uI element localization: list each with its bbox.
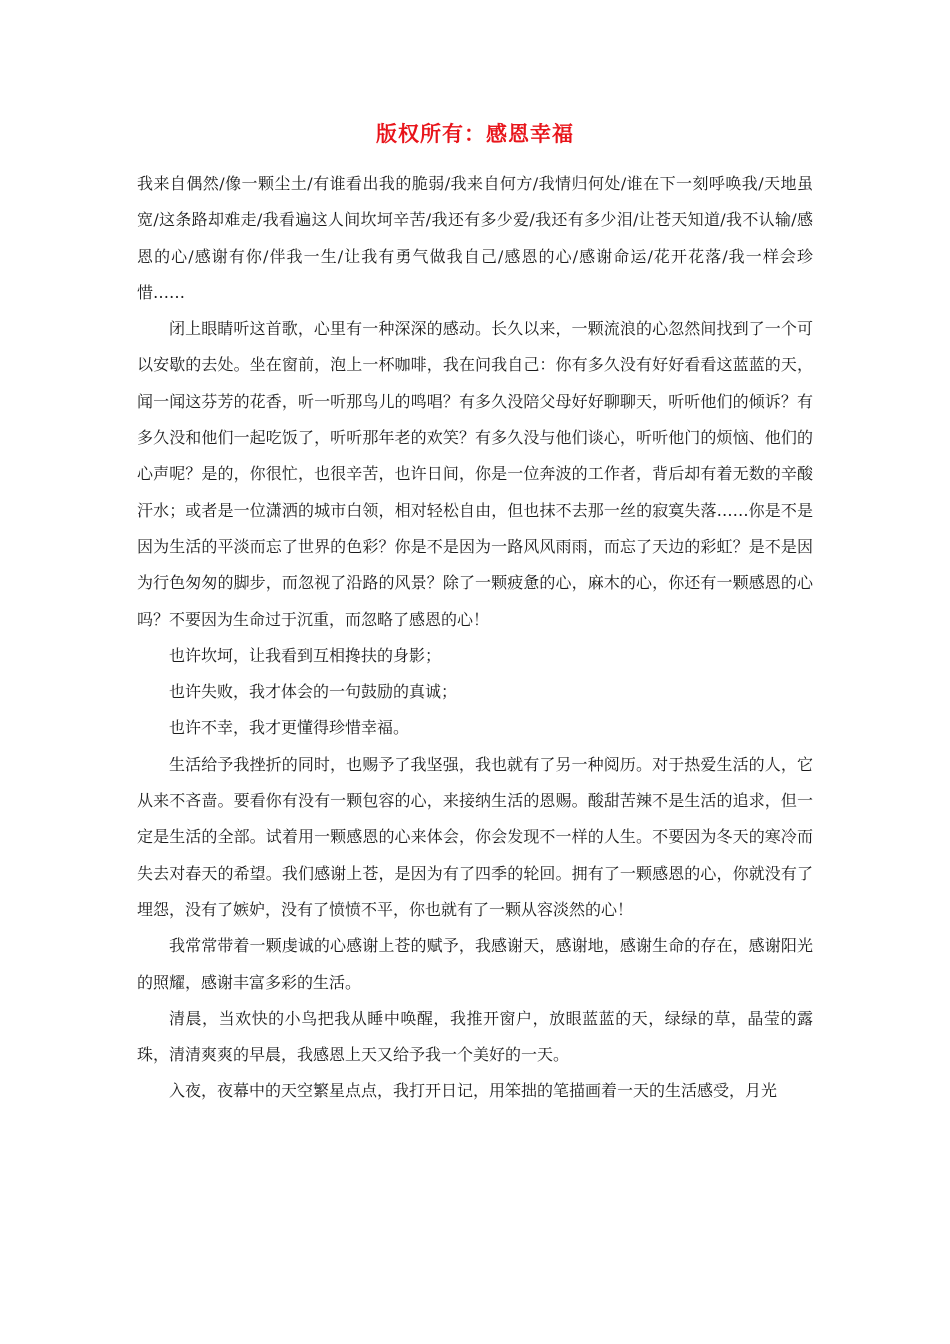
paragraph: 闭上眼睛听这首歌，心里有一种深深的感动。长久以来，一颗流浪的心忽然间找到了一个可以安歇的去处。坐在窗前，泡上一杯咖啡，我在问我自己：你有多久没有好好看看这蓝蓝的天，闻一闻这芬芳的花香，听一听那鸟儿的鸣唱？有多久没陪父母好好聊聊天，听听他们的倾诉？有多久没和他们一起吃饭了，听听那年老的欢笑？有多久没与他们谈心，听听他门的烦恼、他们的心声呢？是的，你很忙，也很辛苦，也许日间，你是一位奔波的工作者，背后却有着无数的辛酸汗水；或者是一位潇洒的城市白领，相对轻松自由，但也抹不去那一丝的寂寞失落……你是不是因为生活的平淡而忘了世界的色彩？你是不是因为一路风风雨雨，而忘了天边的彩虹？是不是因为行色匆匆的脚步，而忽视了沿路的风景？除了一颗疲惫的心，麻木的心，你还有一颗感恩的心吗？不要因为生命过于沉重，而忽略了感恩的心！	[137, 319, 813, 629]
paragraph: 入夜，夜幕中的天空繁星点点，我打开日记，用笨拙的笔描画着一天的生活感受，月光	[169, 1081, 778, 1101]
paragraph: 生活给予我挫折的同时，也赐予了我坚强，我也就有了另一种阅历。对于热爱生活的人，它从来不吝啬。要看你有没有一颗包容的心，来接纳生活的恩赐。酸甜苦辣不是生活的追求，但一定是生活的全部。试着用一颗感恩的心来体会，你会发现不一样的人生。不要因为冬天的寒冷而失去对春天的希望。我们感谢上苍，是因为有了四季的轮回。拥有了一颗感恩的心，你就没有了埋怨，没有了嫉妒，没有了愤愤不平，你也就有了一颗从容淡然的心！	[137, 754, 813, 919]
paragraph-lyrics: 我来自偶然/像一颗尘土/有谁看出我的脆弱/我来自何方/我情归何处/谁在下一刻呼唤我/天地虽宽/这条路却难走/我看遍这人间坎坷辛苦/我还有多少爱/我还有多少泪/让苍天知道/我不认输/感恩的心/感谢有你/伴我一生/让我有勇气做我自己/感恩的心/感谢命运/花开花落/我一样会珍惜……	[137, 174, 813, 302]
paragraph: 清晨，当欢快的小鸟把我从睡中唤醒，我推开窗户，放眼蓝蓝的天，绿绿的草，晶莹的露珠，清清爽爽的早晨，我感恩上天又给予我一个美好的一天。	[137, 1008, 813, 1065]
document-body	[137, 166, 813, 1110]
paragraph: 我常常带着一颗虔诚的心感谢上苍的赋予，我感谢天，感谢地，感谢生命的存在，感谢阳光的照耀，感谢丰富多彩的生活。	[137, 936, 813, 992]
paragraph: 也许失败，我才体会的一句鼓励的真诚；	[169, 682, 458, 702]
paragraph: 也许坎坷，让我看到互相搀扶的身影；	[169, 645, 442, 665]
paragraph: 也许不幸，我才更懂得珍惜幸福。	[169, 718, 410, 738]
document-title: 版权所有：感恩幸福	[376, 121, 574, 146]
